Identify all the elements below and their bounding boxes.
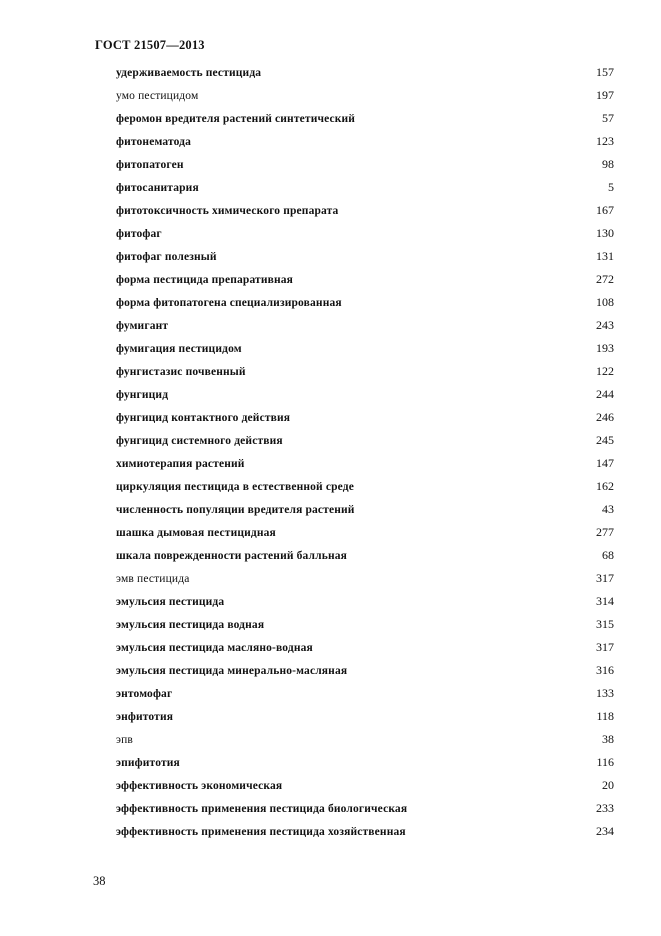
index-page-ref: 315 [596, 617, 614, 631]
index-term: эпифитотия [116, 757, 180, 769]
index-entry [116, 499, 614, 522]
index-page-ref: 234 [596, 824, 614, 838]
index-entry [116, 154, 614, 177]
index-page-ref: 108 [596, 295, 614, 309]
index-term: фунгицид системного действия [116, 435, 283, 447]
index-term: эмв пестицида [116, 573, 190, 585]
index-term: фитопатоген [116, 159, 184, 171]
index-entry [116, 177, 614, 200]
index-entry [116, 683, 614, 706]
index-entry [116, 522, 614, 545]
index-term: умо пестицидом [116, 90, 199, 102]
index-page-ref: 157 [596, 65, 614, 79]
index-page-ref: 317 [596, 640, 614, 654]
index-term: фитосанитария [116, 182, 199, 194]
index-term: фунгистазис почвенный [116, 366, 246, 378]
index-entry [116, 545, 614, 568]
index-entry [116, 246, 614, 269]
index-page-ref: 20 [602, 778, 614, 792]
index-page-ref: 118 [596, 709, 614, 723]
index-page-ref: 131 [596, 249, 614, 263]
index-entry [116, 729, 614, 752]
index-entry [116, 591, 614, 614]
index-term: фитофаг [116, 228, 162, 240]
index-page-ref: 38 [602, 732, 614, 746]
index-entry [116, 660, 614, 683]
index-term: циркуляция пестицида в естественной среде [116, 481, 354, 493]
index-page-ref: 147 [596, 456, 614, 470]
index-page-ref: 197 [596, 88, 614, 102]
index-page-ref: 130 [596, 226, 614, 240]
index-entry [116, 821, 614, 844]
page-number: 38 [93, 874, 106, 888]
index-term: численность популяции вредителя растений [116, 504, 355, 516]
index-page-ref: 246 [596, 410, 614, 424]
index-page-ref: 243 [596, 318, 614, 332]
index-entry [116, 200, 614, 223]
index-entry [116, 453, 614, 476]
index-term: фунгицид [116, 389, 169, 401]
index-term: эмульсия пестицида [116, 596, 225, 608]
index-entry [116, 223, 614, 246]
index-entry [116, 706, 614, 729]
index-term: фитотоксичность химического препарата [116, 205, 339, 217]
index-page-ref: 122 [596, 364, 614, 378]
index-entry [116, 430, 614, 453]
index-page-ref: 245 [596, 433, 614, 447]
index-entry [116, 407, 614, 430]
index-entry [116, 361, 614, 384]
index-term: энтомофаг [116, 688, 173, 700]
index-entry [116, 752, 614, 775]
index-entry [116, 775, 614, 798]
index-page-ref: 272 [596, 272, 614, 286]
index-term: энфитотия [116, 711, 174, 723]
index-entry [116, 62, 614, 85]
index-term: эпв [116, 734, 133, 746]
index-term: фитофаг полезный [116, 251, 217, 263]
index-term: фитонематода [116, 136, 192, 148]
index-page-ref: 277 [596, 525, 614, 539]
index-entry [116, 269, 614, 292]
index-page-ref: 123 [596, 134, 614, 148]
index-term: эмульсия пестицида минерально-масляная [116, 665, 348, 677]
document-header: ГОСТ 21507—2013 [95, 38, 205, 52]
index-page-ref: 316 [596, 663, 614, 677]
index-page-ref: 162 [596, 479, 614, 493]
term-index-list [116, 62, 614, 844]
index-page-ref: 314 [596, 594, 614, 608]
index-page-ref: 68 [602, 548, 614, 562]
index-entry [116, 85, 614, 108]
index-page-ref: 43 [602, 502, 614, 516]
index-page-ref: 98 [602, 157, 614, 171]
index-entry [116, 384, 614, 407]
index-term: шкала поврежденности растений балльная [116, 550, 348, 562]
index-term: фумигация пестицидом [116, 343, 242, 355]
index-term: эффективность применения пестицида хозяйственная [116, 826, 406, 838]
index-page-ref: 233 [596, 801, 614, 815]
index-page-ref: 57 [602, 111, 614, 125]
index-page-ref: 244 [596, 387, 614, 401]
index-entry [116, 798, 614, 821]
index-entry [116, 476, 614, 499]
index-term: удерживаемость пестицида [116, 67, 262, 79]
index-entry [116, 315, 614, 338]
index-page-ref: 133 [596, 686, 614, 700]
index-term: эмульсия пестицида масляно-водная [116, 642, 313, 654]
index-term: форма фитопатогена специализированная [116, 297, 342, 309]
index-page-ref: 167 [596, 203, 614, 217]
index-entry [116, 614, 614, 637]
index-term: химиотерапия растений [116, 458, 245, 470]
index-entry [116, 292, 614, 315]
index-term: эффективность экономическая [116, 780, 283, 792]
index-entry [116, 338, 614, 361]
index-page-ref: 116 [596, 755, 614, 769]
index-page-ref: 5 [608, 180, 614, 194]
index-term: фумигант [116, 320, 169, 332]
index-entry [116, 108, 614, 131]
index-term: эффективность применения пестицида биологическая [116, 803, 408, 815]
index-term: эмульсия пестицида водная [116, 619, 265, 631]
index-entry [116, 637, 614, 660]
index-entry [116, 568, 614, 591]
index-page-ref: 193 [596, 341, 614, 355]
index-entry [116, 131, 614, 154]
index-term: феромон вредителя растений синтетический [116, 113, 356, 125]
index-term: фунгицид контактного действия [116, 412, 291, 424]
index-page-ref: 317 [596, 571, 614, 585]
index-term: форма пестицида препаративная [116, 274, 294, 286]
index-term: шашка дымовая пестицидная [116, 527, 276, 539]
